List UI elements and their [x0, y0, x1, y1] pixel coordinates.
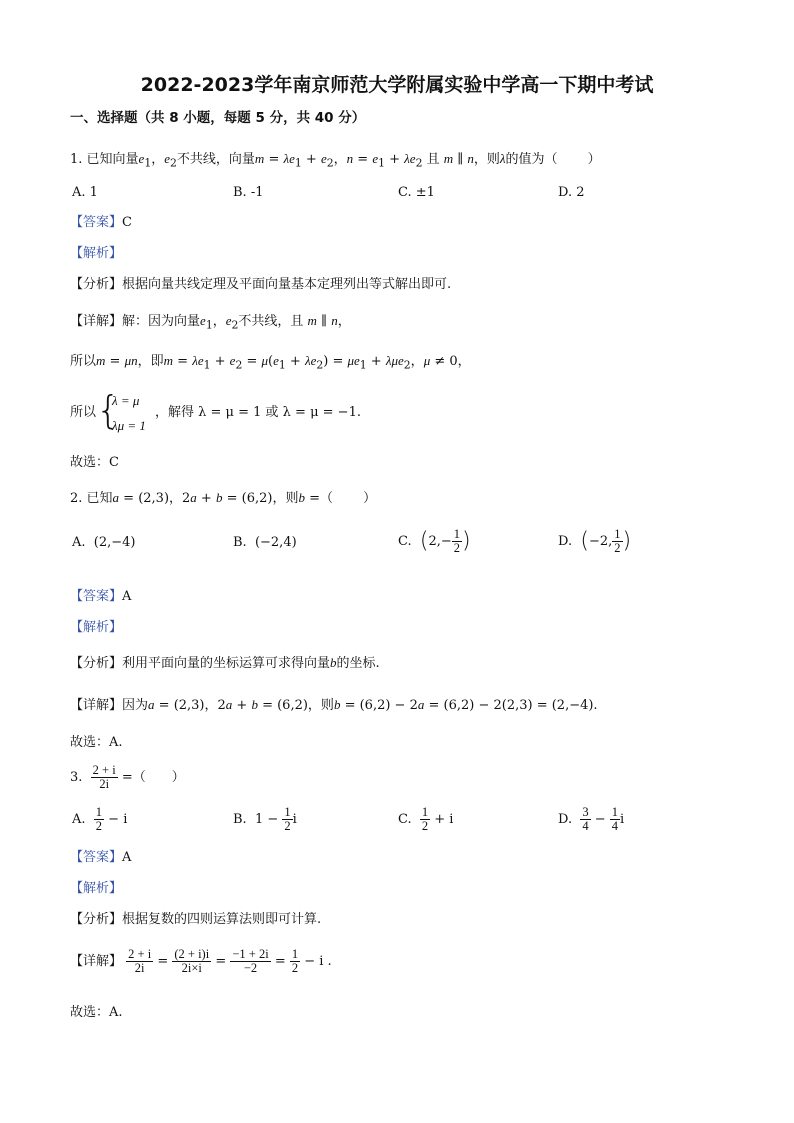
- q1-answer: [70, 216, 132, 229]
- q2-analysis-tag: 【解析】: [70, 620, 123, 635]
- detail-tag: 【详解】: [70, 698, 123, 713]
- q3-fenxi: [70, 913, 321, 926]
- q1-choose: 故选：C: [70, 455, 119, 470]
- q3-detail: 【详解】 $\frac{2 + i}{2i}$ = $\frac{(2 + i)i}{2i\times i}$ = $\frac{-1 + 2i}{-2}$ = $\frac{1}{2}$ − i .: [70, 947, 332, 976]
- q3-stem-suffix: =（ ）: [121, 770, 185, 786]
- q1-answer-value: C: [122, 215, 132, 230]
- q1-system-label: 所以: [70, 405, 97, 420]
- q3-analysis-tag: 【解析】: [70, 881, 123, 896]
- q1-stem: 1. 已知向量$e_1$，$e_2$不共线，向量$m = \lambda e_1 + e_2$，$n = e_1 + \lambda e_2$ 且 m ∥ n，则λ的值为（ ）: [70, 151, 601, 170]
- q1-option-c: C. ±1: [398, 185, 435, 200]
- q3-answer-value: A: [122, 850, 132, 865]
- q3-stem-numerator: 2 + i: [92, 763, 116, 777]
- q1-system-result: ，解得 λ = μ = 1 或 λ = μ = −1.: [155, 405, 361, 420]
- q3-fenxi-text: 根据复数的四则运算法则即可计算.: [122, 912, 322, 927]
- q2-option-b: B. (−2,4): [233, 535, 297, 550]
- system-brace-icon: {: [96, 388, 121, 432]
- q3-option-b: B. 1 − $\frac{1}{2}$ i: [233, 805, 297, 834]
- q2-answer-value: A: [122, 589, 132, 604]
- q3-stem: [70, 764, 185, 791]
- q2-option-d: D. (−2, $\frac{1}{2}$ ): [558, 527, 632, 556]
- q2-choose: 故选：A.: [70, 735, 123, 750]
- q1-option-a: A. 1: [72, 185, 98, 200]
- detail-tag: 【详解】: [70, 314, 123, 329]
- detail-tag: 【详解】: [70, 954, 123, 970]
- q1-detail-line1: 【详解】解：因为向量$e_1$，$e_2$不共线，且 m ∥ n，: [70, 313, 351, 332]
- q3-choose: 故选：A.: [70, 1005, 123, 1020]
- answer-tag: 【答案】: [70, 215, 123, 230]
- document-title: 2022-2023学年南京师范大学附属实验中学高一下期中考试: [140, 74, 654, 96]
- q2-fenxi: 【分析】利用平面向量的坐标运算可求得向量b的坐标.: [70, 655, 380, 671]
- q1-option-d: D. 2: [558, 185, 585, 200]
- q1-system-line2: λμ = 1: [112, 418, 146, 433]
- q1-analysis-tag: 【解析】: [70, 246, 123, 261]
- q1-option-b: B. -1: [233, 185, 264, 200]
- q3-answer: [70, 851, 131, 864]
- q1-detail-line2: 所以m = μn，即$m = \lambda e_1 + e_2 = \mu(e_1 + \lambda e_2) = \mu e_1 + \lambda\mu e_2$，μ ≠ 0，: [70, 353, 471, 372]
- fenxi-tag: 【分析】: [70, 656, 123, 671]
- q2-answer: [70, 590, 131, 603]
- q2-option-c: C. (2,− $\frac{1}{2}$ ): [398, 527, 471, 556]
- q2-option-a: A. (2,−4): [72, 535, 136, 550]
- q3-option-d: D. $\frac{3}{4}$ − $\frac{1}{4}$ i: [558, 805, 625, 834]
- section-heading: 一、选择题（共 8 小题，每题 5 分，共 40 分）: [70, 110, 366, 126]
- q2-stem: 2. 已知a = (2,3)，2a + b = (6,2)，则b =（ ）: [70, 490, 377, 506]
- q3-option-c: C. $\frac{1}{2}$ + i: [398, 805, 454, 834]
- q3-number: 3.: [70, 770, 83, 786]
- q1-fenxi-text: 根据向量共线定理及平面向量基本定理列出等式解出即可.: [122, 277, 452, 292]
- q3-stem-denominator: 2i: [99, 777, 110, 792]
- fenxi-tag: 【分析】: [70, 277, 123, 292]
- q3-option-a: A. $\frac{1}{2}$ − i: [72, 805, 128, 834]
- q1-fenxi: [70, 278, 451, 291]
- fenxi-tag: 【分析】: [70, 912, 123, 927]
- q2-detail: 【详解】因为a = (2,3)，2a + b = (6,2)，则b = (6,2) − 2a = (6,2) − 2(2,3) = (2,−4).: [70, 697, 598, 713]
- answer-tag: 【答案】: [70, 589, 123, 604]
- answer-tag: 【答案】: [70, 850, 123, 865]
- q1-system-line1: λ = μ: [112, 393, 140, 408]
